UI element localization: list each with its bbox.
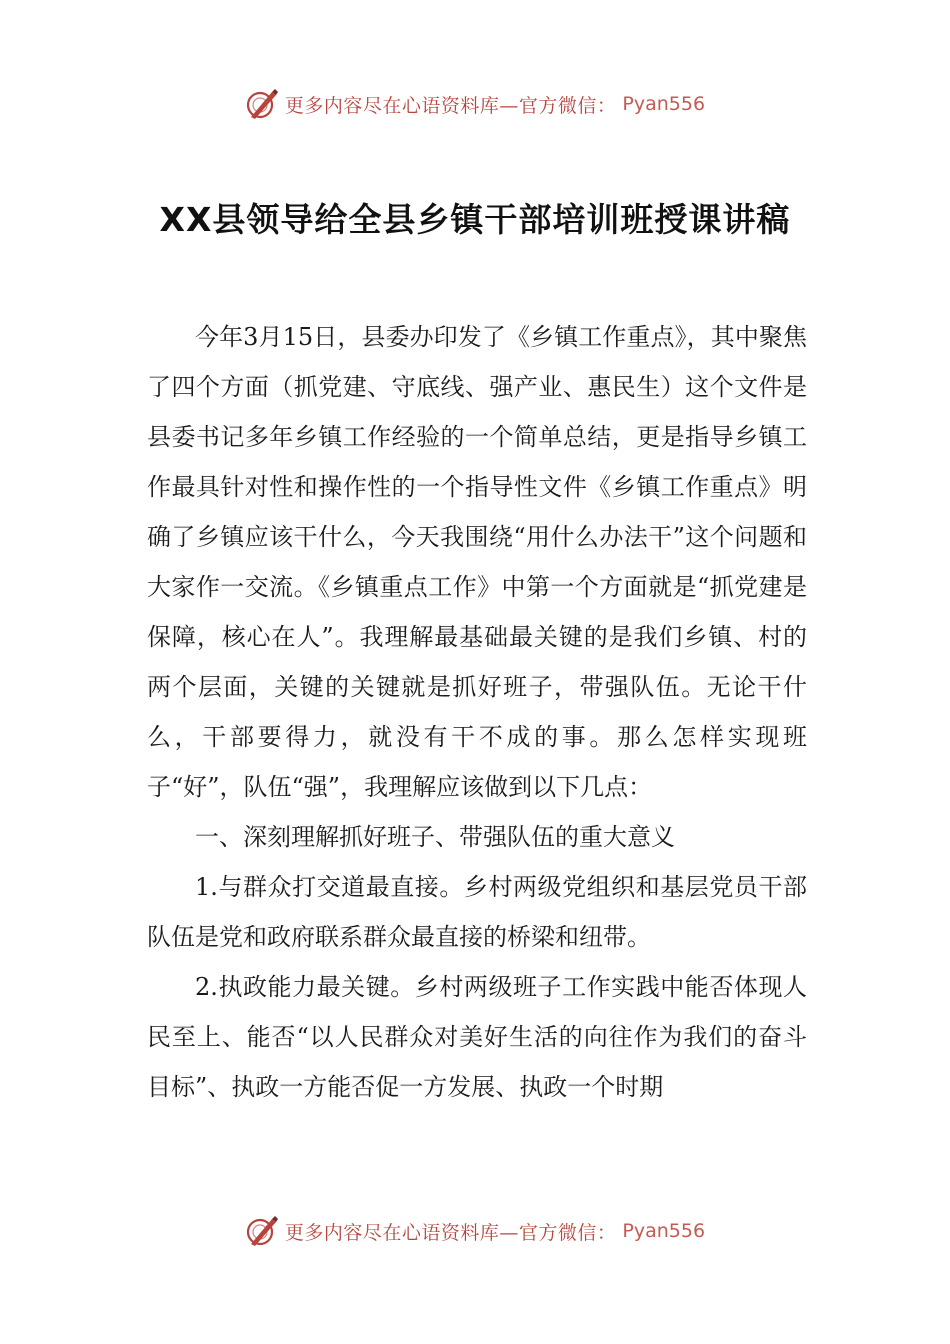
watermark-wechat-id: Pyan556: [622, 93, 706, 115]
section-heading: 一、深刻理解抓好班子、带强队伍的重大意义: [195, 823, 675, 851]
document-title: XX县领导给全县乡镇干部培训班授课讲稿: [159, 200, 791, 240]
body-paragraph: 今年3月15日，县委办印发了《乡镇工作重点》，其中聚焦了四个方面（抓党建、守底线、强产业、惠民生）这个文件是县委书记多年乡镇工作经验的一个简单总结，更是指导乡镇工作最具针对性和操作性的一个指导性文件《乡镇工作重点》明确了乡镇应该干什么，今天我围绕“用什么办法干”这个问题和大家作一交流。《乡镇重点工作》中第一个方面就是“抓党建是保障，核心在人”。我理解最基础最关键的是我们乡镇、村的两个层面，关键的关键就是抓好班子，带强队伍。无论干什么，干部要得力，就没有干不成的事。那么怎样实现班子“好”，队伍“强”，我理解应该做到以下几点：: [147, 323, 807, 801]
body-paragraph: 2.执政能力最关键。乡村两级班子工作实践中能否体现人民至上、能否“以人民群众对美好生活的向往作为我们的奋斗目标”、执政一方能否促一方发展、执政一个时期: [147, 973, 807, 1101]
pen-circle-icon: [245, 87, 279, 121]
watermark-wechat-id: Pyan556: [622, 1220, 706, 1242]
pen-circle-icon: [245, 1214, 279, 1248]
header-watermark-banner: [0, 84, 950, 124]
footer-watermark-banner: [0, 1211, 950, 1251]
document-body: [147, 312, 807, 1112]
watermark-text: 更多内容尽在心语资料库—官方微信：: [284, 1221, 617, 1244]
body-paragraph: 1.与群众打交道最直接。乡村两级党组织和基层党员干部队伍是党和政府联系群众最直接的桥梁和纽带。: [147, 873, 807, 951]
watermark-text: 更多内容尽在心语资料库—官方微信：: [284, 94, 617, 117]
